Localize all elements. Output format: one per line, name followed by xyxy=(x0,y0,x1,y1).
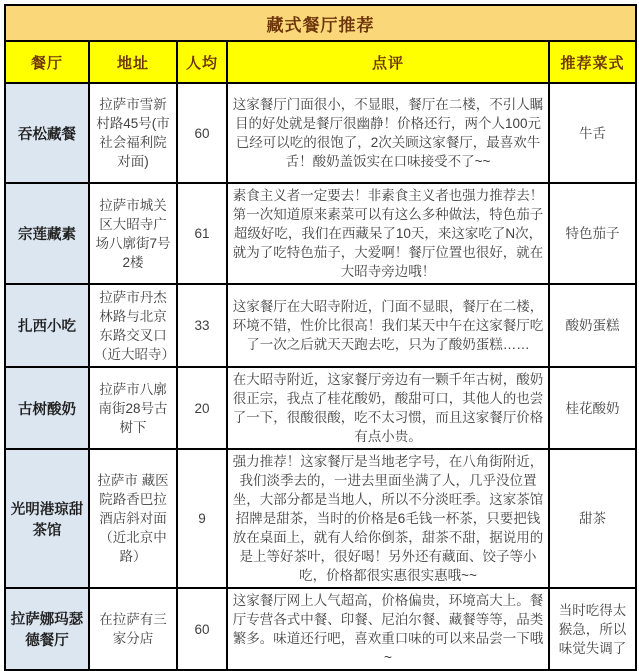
review-cell: 这家餐厅网上人气超高，价格偏贵，环境高大上。餐厅专营各式中餐、印餐、尼泊尔餐、藏餐等等，品类繁多。味道还行吧，喜欢重口味的可以来品尝一下哦~ xyxy=(227,588,549,670)
price-cell: 20 xyxy=(177,367,227,449)
table-row xyxy=(5,367,636,449)
review-cell: 这家餐厅在大昭寺附近，门面不显眼，餐厅在二楼，环境不错，性价比很高！我们某天中午在这家餐厅吃了一次之后就天天跑去吃，只为了酸奶蛋糕…… xyxy=(227,284,549,367)
restaurant-name-cell: 拉萨娜玛瑟德餐厅 xyxy=(5,588,89,670)
restaurant-name-cell: 吞松藏餐 xyxy=(5,83,89,183)
table-row xyxy=(5,449,636,588)
price-cell: 9 xyxy=(177,449,227,588)
price-cell: 60 xyxy=(177,588,227,670)
column-header-dish: 推荐菜式 xyxy=(549,41,636,83)
table-row xyxy=(5,284,636,367)
dish-cell: 桂花酸奶 xyxy=(549,367,636,449)
address-cell: 在拉萨有三家分店 xyxy=(89,588,177,670)
header-row xyxy=(5,41,636,83)
address-cell: 拉萨市城关区大昭寺广场八廓街7号2楼 xyxy=(89,183,177,284)
restaurant-recommendation-table xyxy=(4,4,637,671)
review-cell: 这家餐厅门面很小，不显眼，餐厅在二楼，不引人瞩目的好处就是餐厅很幽静！价格还行，两个人100元已经可以吃的很饱了，2次关顾这家餐厅，最喜欢牛舌！酸奶盖饭实在口味接受不了~~ xyxy=(227,83,549,183)
column-header-price: 人均 xyxy=(177,41,227,83)
column-header-address: 地址 xyxy=(89,41,177,83)
title-row xyxy=(5,5,636,41)
dish-cell: 当时吃得太猴急，所以味觉失调了 xyxy=(549,588,636,670)
column-header-review: 点评 xyxy=(227,41,549,83)
dish-cell: 甜茶 xyxy=(549,449,636,588)
address-cell: 拉萨市雪新村路45号(市社会福利院对面) xyxy=(89,83,177,183)
restaurant-name-cell: 光明港琼甜茶馆 xyxy=(5,449,89,588)
table-row xyxy=(5,83,636,183)
price-cell: 60 xyxy=(177,83,227,183)
address-cell: 拉萨市八廓南街28号古树下 xyxy=(89,367,177,449)
price-cell: 61 xyxy=(177,183,227,284)
review-cell: 在大昭寺附近，这家餐厅旁边有一颗千年古树，酸奶很正宗，我点了桂花酸奶，酸甜可口，其他人的也尝了一下，很酸很酸，吃不太习惯，而且这家餐厅价格有点小贵。 xyxy=(227,367,549,449)
table-row xyxy=(5,588,636,670)
restaurant-name-cell: 扎西小吃 xyxy=(5,284,89,367)
dish-cell: 酸奶蛋糕 xyxy=(549,284,636,367)
restaurant-name-cell: 古树酸奶 xyxy=(5,367,89,449)
column-header-restaurant: 餐厅 xyxy=(5,41,89,83)
price-cell: 33 xyxy=(177,284,227,367)
address-cell: 拉萨市 藏医院路香巴拉酒店斜对面（近北京中路） xyxy=(89,449,177,588)
review-cell: 强力推荐！这家餐厅是当地老字号，在八角街附近，我们淡季去的，一进去里面坐满了人，几乎没位置坐，大部分都是当地人，所以不分淡旺季。这家茶馆招牌是甜茶，当时的价格是6毛钱一杯茶，只要把钱放在桌面上，就有人给你倒茶，甜茶不甜，据说用的是上等好茶叶，很好喝！另外还有藏面、饺子等小吃，价格都很实惠很实惠哦~~ xyxy=(227,449,549,588)
address-cell: 拉萨市丹杰林路与北京东路交叉口（近大昭寺） xyxy=(89,284,177,367)
table-row xyxy=(5,183,636,284)
dish-cell: 特色茄子 xyxy=(549,183,636,284)
review-cell: 素食主义者一定要去！非素食主义者也强力推荐去！第一次知道原来素菜可以有这么多种做法，特色茄子超级好吃，我们在西藏呆了10天，来这家吃了N次，就为了吃特色茄子，大爱啊！餐厅位置也很好，就在大昭寺旁边哦！ xyxy=(227,183,549,284)
restaurant-name-cell: 宗莲藏素 xyxy=(5,183,89,284)
page-title: 藏式餐厅推荐 xyxy=(5,5,636,41)
dish-cell: 牛舌 xyxy=(549,83,636,183)
